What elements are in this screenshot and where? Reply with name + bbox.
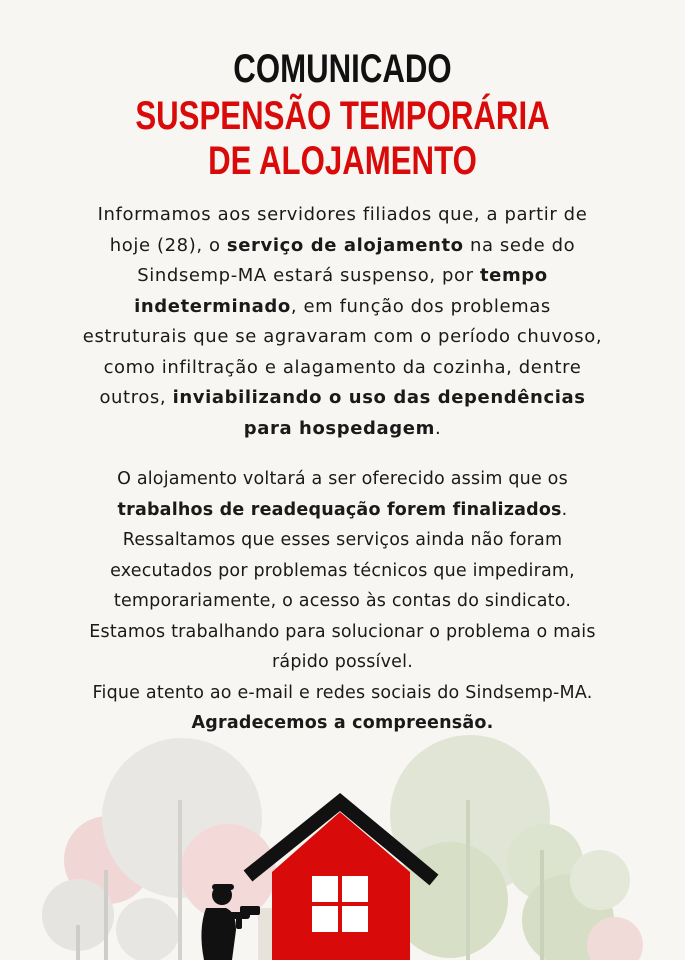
text-segment: Informamos aos servidores filiados que, a partir de hoje (28), o	[97, 204, 588, 256]
text-segment: , em função dos problemas estruturais que se agravaram com o período chuvoso, como infiltração e alagamento da cozinha, dentre outros,	[82, 295, 603, 408]
thanks-text: Agradecemos a compreensão.	[191, 713, 494, 733]
paragraph-1	[80, 200, 605, 444]
page-title: COMUNICADO	[233, 47, 452, 91]
stay-tuned-line: Fique atento ao e-mail e redes sociais do Sindsemp-MA.	[92, 682, 593, 703]
text-segment: na sede do Sindsemp-MA estará suspenso, por	[137, 234, 576, 286]
paragraph-2-main	[80, 464, 605, 617]
bold-segment: serviço de alojamento	[226, 234, 464, 256]
bold-segment: trabalhos de readequação forem finalizados	[117, 499, 562, 520]
bold-segment: inviabilizando o uso das dependências para hospedagem	[172, 387, 586, 439]
page-subtitle-line-2: DE ALOJAMENTO	[208, 139, 477, 183]
bold-segment: tempo indeterminado	[134, 265, 548, 317]
working-on-it-line: Estamos trabalhando para solucionar o problema o mais rápido possível.	[89, 621, 596, 672]
text-segment: .	[434, 417, 442, 439]
paragraph-2	[80, 464, 605, 739]
thanks-line	[80, 708, 605, 739]
page-subtitle-line-1: SUSPENSÃO TEMPORÁRIA	[135, 94, 550, 138]
text-segment: . Ressaltamos que esses serviços ainda não foram executados por problemas técnicos que impediram, temporariamente, o acesso às contas do sindicato.	[110, 499, 575, 611]
text-segment: O alojamento voltará a ser oferecido assim que os	[117, 469, 568, 489]
notice-body	[80, 200, 605, 739]
header	[0, 44, 685, 184]
